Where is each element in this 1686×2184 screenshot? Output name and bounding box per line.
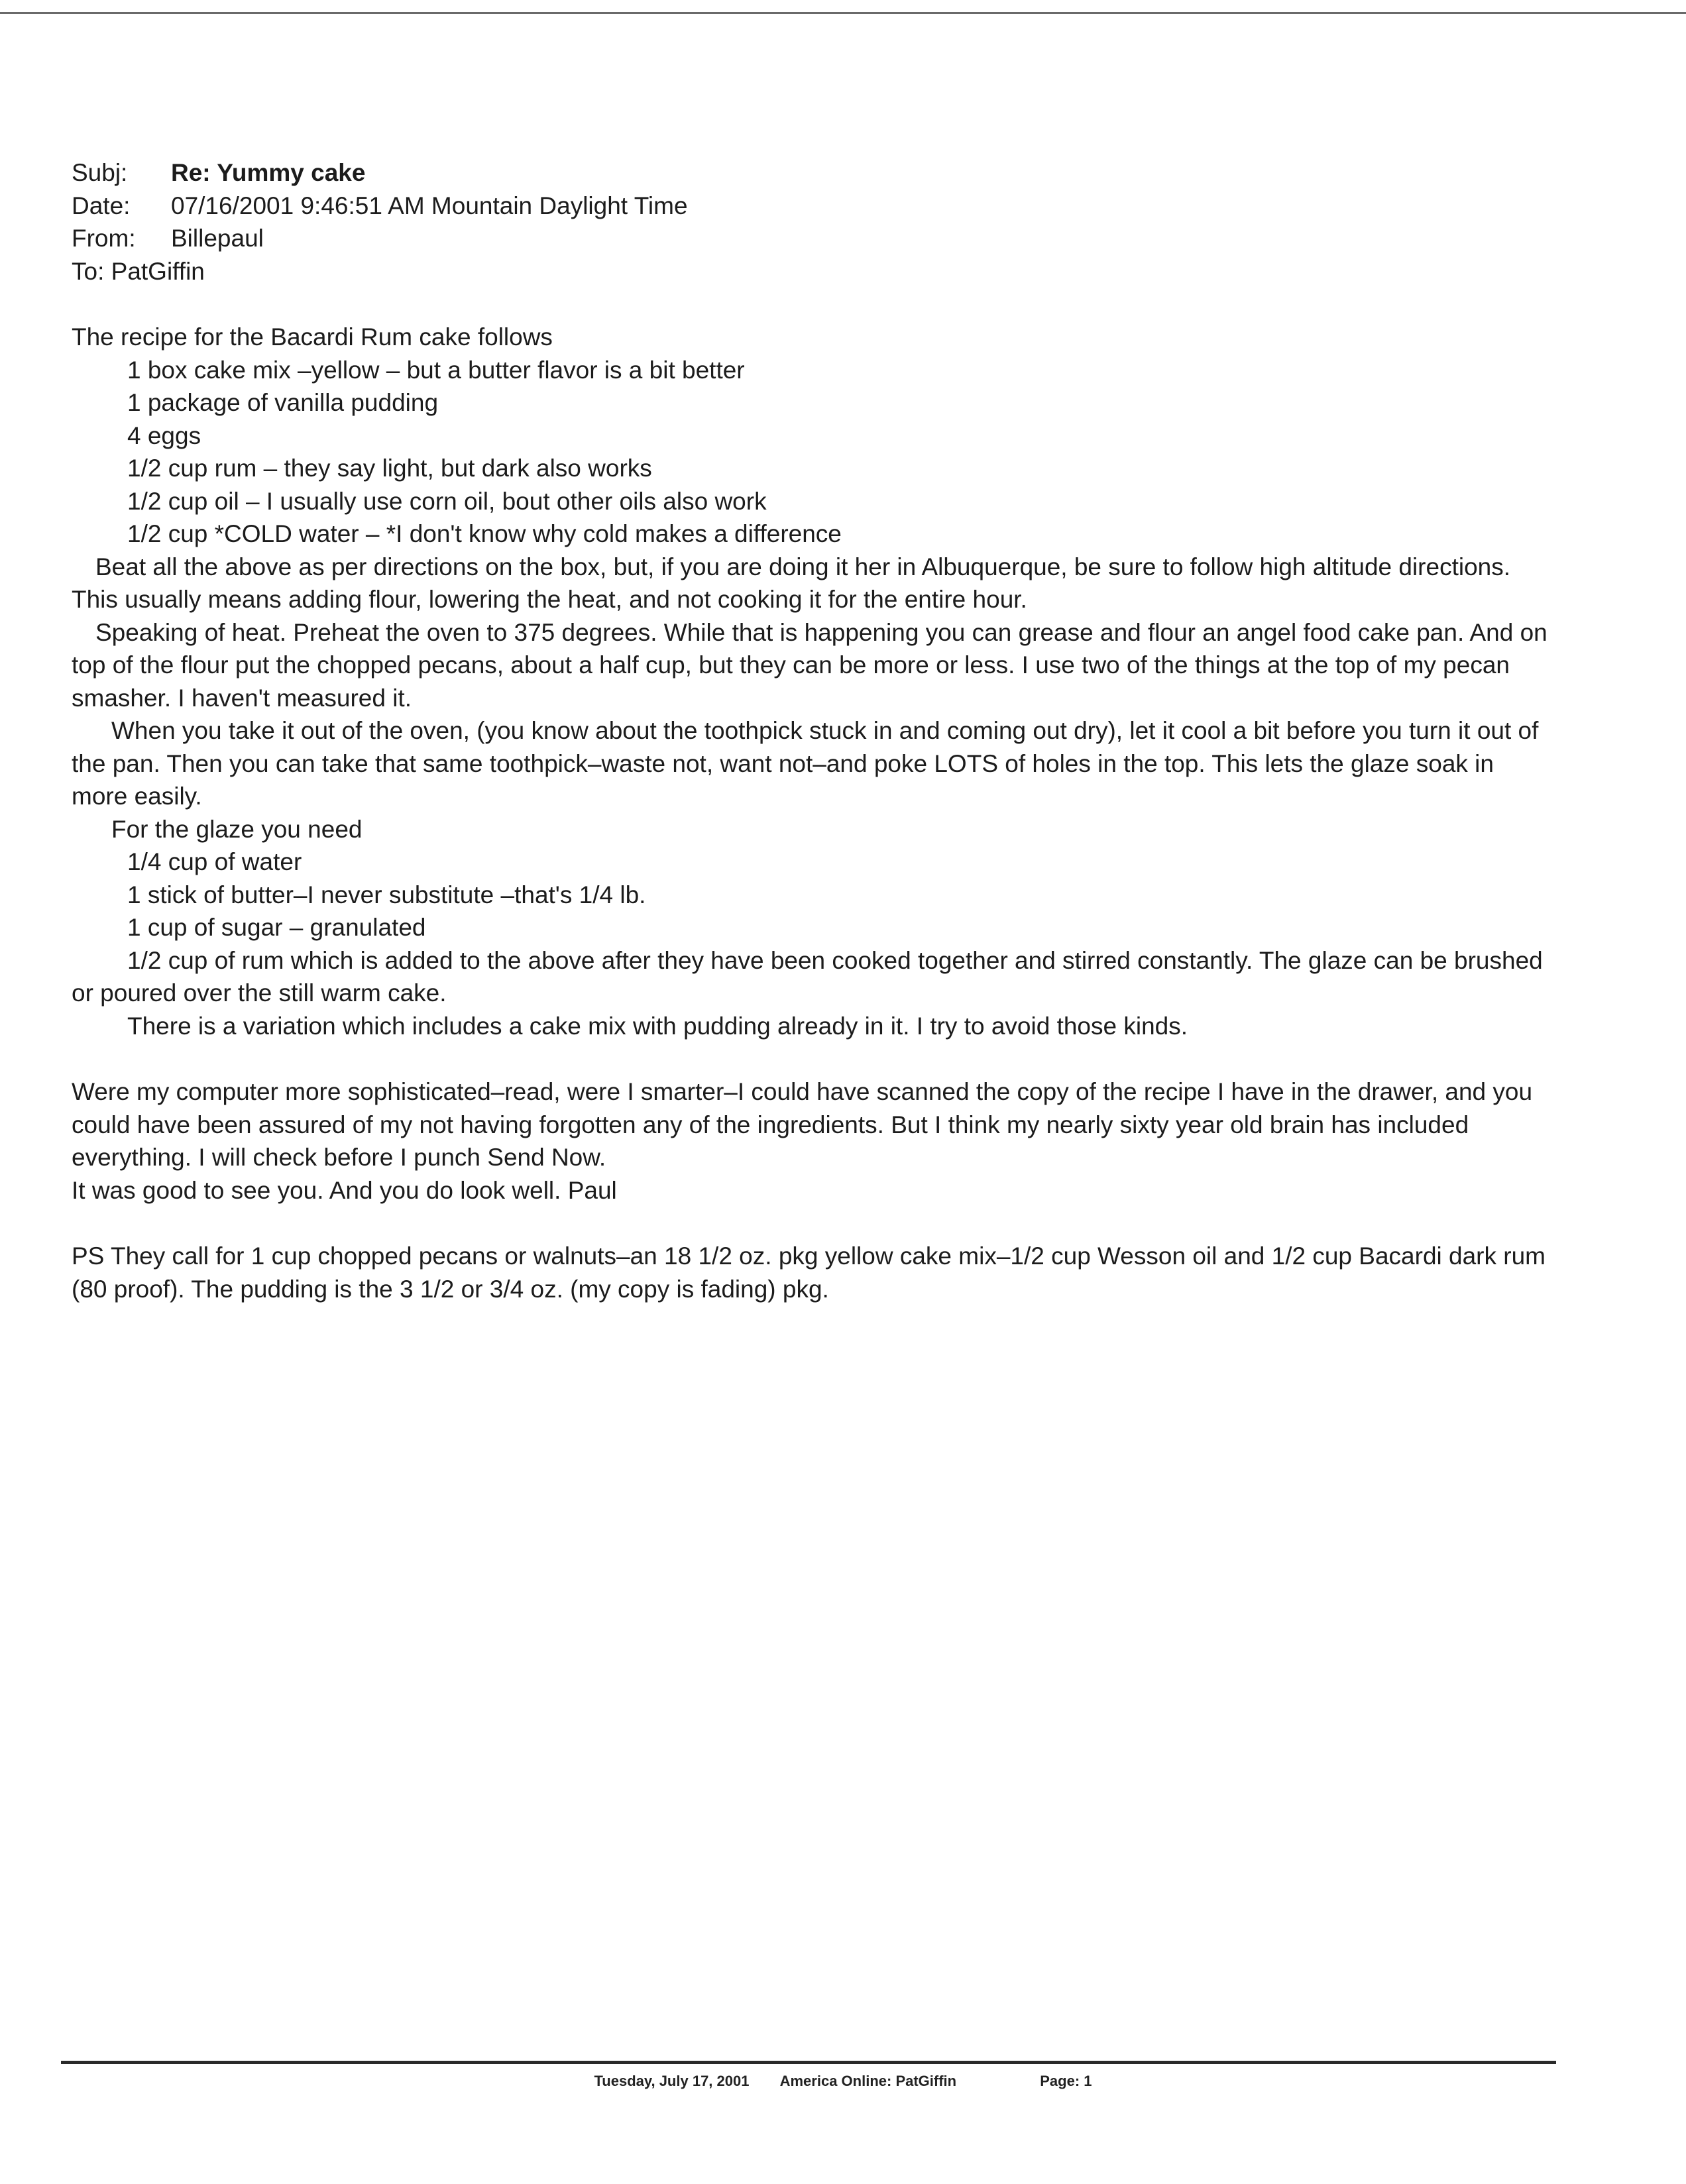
from-label: From: [72, 225, 136, 252]
footer-date: Tuesday, July 17, 2001 [594, 2073, 750, 2089]
ps-paragraph: PS They call for 1 cup chopped pecans or walnuts–an 18 1/2 oz. pkg yellow cake mix–1/2 cup Wesson oil and 1/2 cup Bacardi dark rum (80 proof). The pudding is the 3 1/2 or 3/4 oz. (my copy is fading) pkg. [72, 1242, 1546, 1303]
footer-service: America Online: PatGiffin [779, 2073, 957, 2089]
date-value: 07/16/2001 9:46:51 AM Mountain Daylight Time [171, 191, 688, 219]
ingredient-item: 1 package of vanilla pudding [127, 389, 439, 416]
recipe-intro: The recipe for the Bacardi Rum cake follows [72, 323, 553, 351]
date-row [72, 190, 1556, 223]
date-label: Date: [72, 191, 131, 219]
glaze-intro: For the glaze you need [111, 815, 363, 843]
beat-paragraph: Beat all the above as per directions on the box, but, if you are doing it her in Albuquerque, be sure to follow high altitude directions. This usually means adding flour, lowering the heat, and not cooking it for the entire hour. [72, 553, 1511, 613]
heat-paragraph: Speaking of heat. Preheat the oven to 375 degrees. While that is happening you can grease and flour an angel food cake pan. And on top of the flour put the chopped pecans, about a half cup, but they can be more or less. I use two of the things at the top of my pecan smasher. I haven't measured it. [72, 618, 1547, 712]
ingredient-item: 4 eggs [127, 421, 201, 449]
glaze-item: 1 cup of sugar – granulated [127, 914, 426, 941]
from-value: Billepaul [171, 225, 264, 252]
rum-glaze-paragraph: 1/2 cup of rum which is added to the above after they have been cooked together and stirred constantly. The glaze can be brushed or poured over the still warm cake. [72, 946, 1543, 1007]
from-row [72, 222, 1556, 255]
to-row: To: PatGiffin [72, 257, 205, 285]
oven-paragraph: When you take it out of the oven, (you know about the toothpick stuck in and coming out dry), let it cool a bit before you turn it out of the pan. Then you can take that same toothpick–waste not, want not–and poke LOTS of holes in the top. This lets the glaze soak in more easily. [72, 717, 1539, 810]
ingredient-item: 1/2 cup rum – they say light, but dark also works [127, 455, 652, 482]
subject-label: Subj: [72, 159, 128, 186]
ingredient-item: 1/2 cup *COLD water – *I don't know why cold makes a difference [127, 520, 842, 547]
footer-page-number: Page: 1 [1040, 2073, 1092, 2089]
ingredient-item: 1 box cake mix –yellow – but a butter flavor is a bit better [127, 356, 745, 384]
footer-rule [61, 2061, 1556, 2064]
closing-line: It was good to see you. And you do look well. Paul [72, 1176, 617, 1204]
email-printout [72, 156, 1556, 1305]
glaze-item: 1/4 cup of water [127, 848, 302, 875]
variation-paragraph: There is a variation which includes a cake mix with pudding already in it. I try to avoid those kinds. [127, 1012, 1188, 1040]
glaze-item: 1 stick of butter–I never substitute –that's 1/4 lb. [127, 881, 646, 908]
print-footer [0, 2073, 1686, 2090]
computer-paragraph: Were my computer more sophisticated–read, were I smarter–I could have scanned the copy of the recipe I have in the drawer, and you could have been assured of my not having forgotten any of the ingredients. But I think my nearly sixty year old brain has included everything. I will check before I punch Send Now. [72, 1078, 1533, 1171]
subject-row [72, 156, 1556, 190]
subject-value: Re: Yummy cake [171, 159, 366, 186]
ingredient-item: 1/2 cup oil – I usually use corn oil, bout other oils also work [127, 487, 767, 515]
top-scan-rule [0, 12, 1686, 14]
